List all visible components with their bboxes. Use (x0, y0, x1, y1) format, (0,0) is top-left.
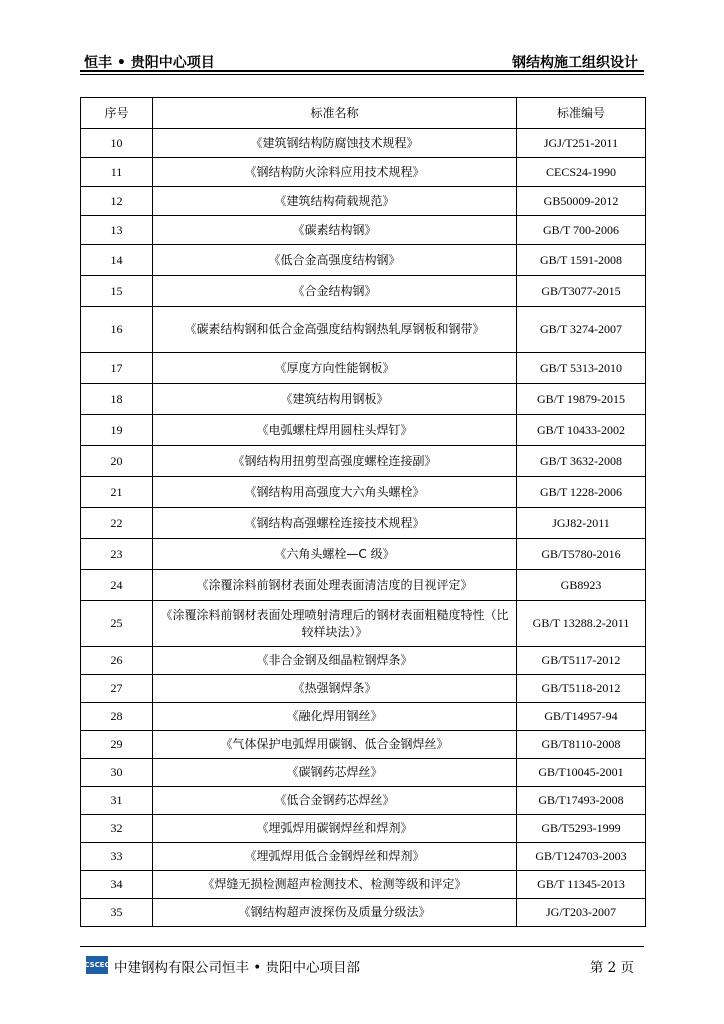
table-row (81, 843, 646, 871)
logo-text: CSCEC (84, 960, 110, 969)
table-body (81, 129, 646, 927)
standard-code: GB/T14957-94 (517, 703, 646, 731)
standard-name: 《钢结构高强螺栓连接技术规程》 (153, 508, 517, 539)
table-row (81, 787, 646, 815)
standard-name: 《钢结构超声波探伤及质量分级法》 (153, 899, 517, 927)
table-row (81, 731, 646, 759)
standard-name: 《碳素结构钢》 (153, 216, 517, 245)
standard-name: 《涂覆涂料前钢材表面处理喷射清理后的钢材表面粗糙度特性（比较样块法）》 (153, 601, 517, 647)
standards-table (80, 97, 646, 927)
standard-name: 《融化焊用钢丝》 (153, 703, 517, 731)
standard-code: GB/T10045-2001 (517, 759, 646, 787)
table-row (81, 508, 646, 539)
page-header (80, 48, 644, 70)
table-row (81, 759, 646, 787)
row-number: 33 (81, 843, 153, 871)
row-number: 25 (81, 601, 153, 647)
standard-code: GB/T5780-2016 (517, 539, 646, 570)
table-row (81, 158, 646, 187)
standard-name: 《埋弧焊用碳钢焊丝和焊剂》 (153, 815, 517, 843)
table-row (81, 307, 646, 353)
table-row (81, 570, 646, 601)
standard-name: 《气体保护电弧焊用碳钢、低合金钢焊丝》 (153, 731, 517, 759)
standard-code: GB/T 1591-2008 (517, 245, 646, 276)
table-row (81, 539, 646, 570)
row-number: 28 (81, 703, 153, 731)
standard-name: 《低合金高强度结构钢》 (153, 245, 517, 276)
table-row (81, 129, 646, 158)
table-row (81, 276, 646, 307)
standard-name: 《六角头螺栓—C 级》 (153, 539, 517, 570)
standard-name: 《钢结构用高强度大六角头螺栓》 (153, 477, 517, 508)
standard-code: GB/T17493-2008 (517, 787, 646, 815)
row-number: 22 (81, 508, 153, 539)
row-number: 26 (81, 647, 153, 675)
row-number: 13 (81, 216, 153, 245)
row-number: 32 (81, 815, 153, 843)
standard-name: 《非合金钢及细晶粒钢焊条》 (153, 647, 517, 675)
standard-name: 《建筑结构用钢板》 (153, 384, 517, 415)
standard-code: JG/T203-2007 (517, 899, 646, 927)
row-number: 29 (81, 731, 153, 759)
table-row (81, 477, 646, 508)
standard-code: GB/T 1228-2006 (517, 477, 646, 508)
table-row (81, 187, 646, 216)
standard-code: GB/T 13288.2-2011 (517, 601, 646, 647)
standard-code: GB/T 3632-2008 (517, 446, 646, 477)
row-number: 20 (81, 446, 153, 477)
header-document-title: 钢结构施工组织设计 (512, 55, 638, 71)
row-number: 34 (81, 871, 153, 899)
standard-code: GB/T 700-2006 (517, 216, 646, 245)
table-row (81, 384, 646, 415)
row-number: 12 (81, 187, 153, 216)
standard-code: GB/T3077-2015 (517, 276, 646, 307)
standard-name: 《厚度方向性能钢板》 (153, 353, 517, 384)
table-row (81, 899, 646, 927)
standard-code: GB8923 (517, 570, 646, 601)
standard-code: GB/T 5313-2010 (517, 353, 646, 384)
standard-name: 《焊缝无损检测超声检测技术、检测等级和评定》 (153, 871, 517, 899)
standard-name: 《热强钢焊条》 (153, 675, 517, 703)
standard-code: GB/T8110-2008 (517, 731, 646, 759)
table-row (81, 675, 646, 703)
row-number: 23 (81, 539, 153, 570)
standard-name: 《碳钢药芯焊丝》 (153, 759, 517, 787)
table-row (81, 815, 646, 843)
standard-name: 《合金结构钢》 (153, 276, 517, 307)
table-row (81, 871, 646, 899)
row-number: 31 (81, 787, 153, 815)
row-number: 10 (81, 129, 153, 158)
standard-code: GB/T 3274-2007 (517, 307, 646, 353)
standard-name: 《电弧螺柱焊用圆柱头焊钉》 (153, 415, 517, 446)
standard-code: JGJ82-2011 (517, 508, 646, 539)
table-row (81, 216, 646, 245)
row-number: 15 (81, 276, 153, 307)
column-header-no: 序号 (81, 98, 153, 129)
table-row (81, 446, 646, 477)
standard-name: 《建筑钢结构防腐蚀技术规程》 (153, 129, 517, 158)
table-row (81, 601, 646, 647)
table-row (81, 703, 646, 731)
footer-company: 中建钢构有限公司恒丰 • 贵阳中心项目部 (114, 960, 361, 976)
table-header-row (81, 98, 646, 129)
standard-code: GB/T 19879-2015 (517, 384, 646, 415)
standard-code: JGJ/T251-2011 (517, 129, 646, 158)
row-number: 17 (81, 353, 153, 384)
standard-code: GB/T5117-2012 (517, 647, 646, 675)
row-number: 30 (81, 759, 153, 787)
row-number: 21 (81, 477, 153, 508)
table-row (81, 245, 646, 276)
standard-code: GB/T5293-1999 (517, 815, 646, 843)
standard-name: 《建筑结构荷载规范》 (153, 187, 517, 216)
row-number: 14 (81, 245, 153, 276)
standard-name: 《钢结构用扭剪型高强度螺栓连接副》 (153, 446, 517, 477)
header-rule-thick (80, 70, 644, 72)
standard-code: GB/T124703-2003 (517, 843, 646, 871)
standard-name: 《钢结构防火涂料应用技术规程》 (153, 158, 517, 187)
row-number: 11 (81, 158, 153, 187)
standard-name: 《碳素结构钢和低合金高强度结构钢热轧厚钢板和钢带》 (153, 307, 517, 353)
table-row (81, 647, 646, 675)
table-row (81, 353, 646, 384)
row-number: 18 (81, 384, 153, 415)
table-row (81, 415, 646, 446)
row-number: 27 (81, 675, 153, 703)
row-number: 16 (81, 307, 153, 353)
standard-code: GB/T 11345-2013 (517, 871, 646, 899)
standard-name: 《低合金钢药芯焊丝》 (153, 787, 517, 815)
standard-name: 《涂覆涂料前钢材表面处理表面清洁度的目视评定》 (153, 570, 517, 601)
row-number: 24 (81, 570, 153, 601)
header-rule-thin (80, 74, 644, 75)
footer-rule (80, 946, 644, 947)
header-project-title: 恒丰 • 贵阳中心项目 (84, 55, 215, 71)
column-header-name: 标准名称 (153, 98, 517, 129)
standard-code: GB/T5118-2012 (517, 675, 646, 703)
row-number: 35 (81, 899, 153, 927)
standard-code: GB50009-2012 (517, 187, 646, 216)
row-number: 19 (81, 415, 153, 446)
footer-page-number: 第 2 页 (589, 960, 634, 976)
standard-code: CECS24-1990 (517, 158, 646, 187)
company-logo-icon (86, 956, 108, 974)
standard-code: GB/T 10433-2002 (517, 415, 646, 446)
standard-name: 《埋弧焊用低合金钢焊丝和焊剂》 (153, 843, 517, 871)
column-header-code: 标准编号 (517, 98, 646, 129)
